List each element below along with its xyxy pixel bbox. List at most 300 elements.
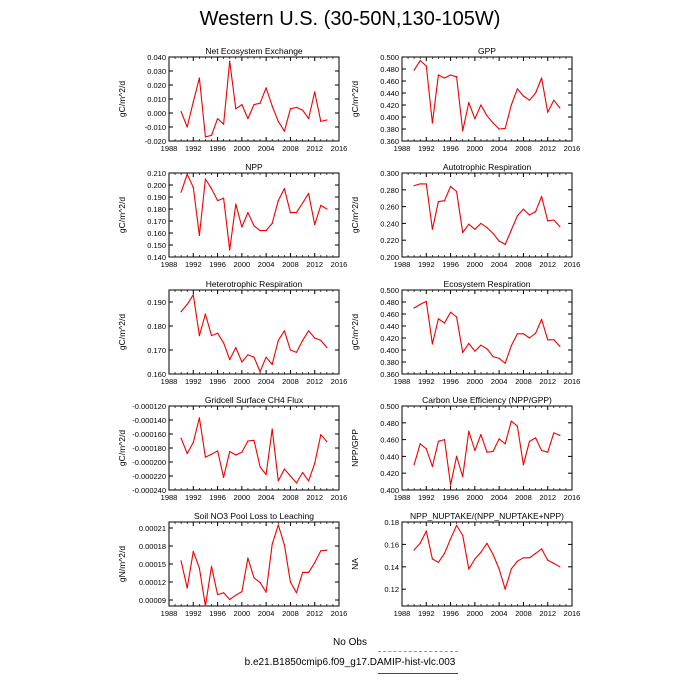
panel-7-xtick-label-5: 2008 <box>515 493 532 502</box>
panel-4-point-11 <box>247 354 248 355</box>
panel-3-xtick-label-2: 1996 <box>442 260 459 269</box>
panel-6-point-9 <box>235 454 236 455</box>
panel-4-point-15 <box>272 364 273 365</box>
panel-9-xtick-label-4: 2004 <box>490 609 508 618</box>
panel-4-point-12 <box>253 357 254 358</box>
panel-1-frame <box>402 57 572 141</box>
panel-7-ytick-label-3: 0.460 <box>380 435 399 445</box>
panel-6-ylabel: gC/m^2/d <box>117 429 127 467</box>
panel-8-xtick-label-5: 2008 <box>282 609 299 618</box>
panel-3-title: Autotrophic Respiration <box>442 162 532 172</box>
panel-4-xtick-label-5: 2008 <box>282 377 299 386</box>
panel-8-point-10 <box>241 591 242 592</box>
panel-5-ytick-label-4: 0.440 <box>380 322 399 331</box>
panel-9-point-22 <box>547 560 548 561</box>
panel-6-xtick-label-4: 2004 <box>257 493 275 502</box>
panel-5-ytick-label-5: 0.460 <box>380 310 399 319</box>
panel-2-point-7 <box>223 198 224 199</box>
panel-5-xtick-label-3: 2000 <box>466 377 484 386</box>
panel-0-xtick-label-5: 2008 <box>282 144 299 153</box>
panel-7-point-8 <box>462 476 463 477</box>
panel-5-xtick-label-4: 2004 <box>490 377 508 386</box>
panel-8-xtick-label-3: 2000 <box>233 609 251 618</box>
panel-8-point-9 <box>235 595 236 596</box>
panel-7-point-6 <box>450 484 451 485</box>
panel-0-xtick-label-6: 2012 <box>306 144 324 153</box>
panel-6-point-21 <box>308 480 309 481</box>
panel-4-xtick-label-1: 1992 <box>184 377 202 386</box>
panel-7-ytick-label-4: 0.480 <box>380 418 399 428</box>
panel-8-point-8 <box>229 599 230 600</box>
panel-0-point-1 <box>187 126 188 127</box>
panel-6-point-19 <box>296 482 297 483</box>
panel-8-point-14 <box>266 592 267 593</box>
panel-2-point-1 <box>187 174 188 175</box>
panel-7-point-12 <box>486 452 487 453</box>
panel-5-series-line <box>414 301 560 363</box>
panel-1-ytick-label-0: 0.360 <box>380 137 399 146</box>
panel-8-point-1 <box>187 587 188 588</box>
panel-8-xtick-label-4: 2004 <box>257 609 275 618</box>
panel-0-point-13 <box>260 103 261 104</box>
panel-2-frame <box>169 173 339 257</box>
panel-8-point-4 <box>205 605 206 606</box>
panel-1-point-7 <box>456 76 457 77</box>
panel-4-point-4 <box>205 313 206 314</box>
panel-6-point-17 <box>284 468 285 469</box>
panel-5-point-10 <box>474 351 475 352</box>
panel-1-ytick-label-6: 0.480 <box>380 65 399 74</box>
panel-5-point-3 <box>432 343 433 344</box>
panel-7-point-1 <box>420 443 421 444</box>
panel-5-point-23 <box>553 339 554 340</box>
panel-1-point-6 <box>450 74 451 75</box>
panel-5-point-15 <box>505 363 506 364</box>
panel-3-point-3 <box>432 229 433 230</box>
panel-2-point-3 <box>199 235 200 236</box>
panel-4-point-19 <box>296 352 297 353</box>
panel-5-point-9 <box>468 343 469 344</box>
panel-6-title: Gridcell Surface CH4 Flux <box>204 395 304 405</box>
panel-5-point-11 <box>480 345 481 346</box>
panel-4-xtick-label-2: 1996 <box>209 377 226 386</box>
panel-6-point-20 <box>302 472 303 473</box>
legend-model-label: b.e21.B1850cmip6.f09_g17.DAMIP-hist-vlc.003 <box>244 657 456 668</box>
panel-2-point-8 <box>229 249 230 250</box>
panel-5-point-5 <box>444 322 445 323</box>
panel-4-series-line <box>181 295 327 372</box>
panel-8-point-13 <box>260 582 261 583</box>
panel-5-point-18 <box>523 333 524 334</box>
panel-7-point-4 <box>438 441 439 442</box>
panel-0-point-18 <box>290 108 291 109</box>
panel-7-point-21 <box>541 450 542 451</box>
panel-6-ytick-label-5: -0.000140 <box>132 416 166 425</box>
panel-4-xtick-label-4: 2004 <box>257 377 275 386</box>
panel-0-point-10 <box>241 104 242 105</box>
panel-5-point-21 <box>541 319 542 320</box>
panel-1-point-2 <box>426 65 427 66</box>
panel-6-xtick-label-1: 1992 <box>184 493 202 502</box>
panel-9-ytick-label-0: 0.12 <box>384 585 399 595</box>
panel-9-point-17 <box>517 561 518 562</box>
panel-4-ytick-label-2: 0.180 <box>147 322 166 331</box>
panel-7-frame <box>402 406 572 490</box>
panel-2-point-13 <box>260 230 261 231</box>
panel-9-title: NPP_NUPTAKE/(NPP_NUPTAKE+NPP) <box>410 511 564 521</box>
panel-7-ytick-label-0: 0.400 <box>380 486 399 495</box>
panel-9-point-4 <box>438 562 439 563</box>
panel-0-point-20 <box>302 110 303 111</box>
panel-3-ytick-label-4: 0.280 <box>380 185 399 195</box>
panel-5-ytick-label-0: 0.360 <box>380 370 399 379</box>
panel-1-point-11 <box>480 104 481 105</box>
panel-0-ylabel: gC/m^2/d <box>117 80 127 118</box>
panel-4-point-3 <box>199 335 200 336</box>
panel-5-xtick-label-7: 2016 <box>563 377 581 386</box>
panel-7-point-20 <box>535 437 536 438</box>
panel-1-point-21 <box>541 77 542 78</box>
panel-4-ylabel: gC/m^2/d <box>117 313 127 351</box>
panel-0-point-16 <box>278 121 279 122</box>
panel-1-point-1 <box>420 60 421 61</box>
panel-6-point-8 <box>229 451 230 452</box>
panel-3-point-18 <box>523 209 524 210</box>
panel-1-point-4 <box>438 74 439 75</box>
panel-8-ytick-label-3: 0.00018 <box>138 542 166 551</box>
panel-1-xtick-label-2: 1996 <box>442 144 459 153</box>
panel-2-title: NPP <box>245 162 263 172</box>
panel-6-xtick-label-7: 2016 <box>330 493 348 502</box>
panel-9-point-15 <box>505 589 506 590</box>
panel-4-point-0 <box>181 311 182 312</box>
panel-1-ytick-label-2: 0.400 <box>380 113 399 122</box>
panel-3-xtick-label-4: 2004 <box>490 260 508 269</box>
panel-5-point-6 <box>450 312 451 313</box>
panel-0-point-6 <box>217 118 218 119</box>
panel-3-point-19 <box>529 214 530 215</box>
panel-2-xtick-label-4: 2004 <box>257 260 275 269</box>
panel-7-xtick-label-7: 2016 <box>563 493 581 502</box>
panel-8-point-15 <box>272 544 273 545</box>
panel-2-point-0 <box>181 192 182 193</box>
panel-9-xtick-label-6: 2012 <box>539 609 557 618</box>
panel-9-point-16 <box>511 568 512 569</box>
panel-0-xtick-label-1: 1992 <box>184 144 202 153</box>
panel-3-ytick-label-3: 0.260 <box>380 202 399 212</box>
panel-2-xtick-label-7: 2016 <box>330 260 348 269</box>
panel-3-point-0 <box>414 185 415 186</box>
panel-7-point-11 <box>480 434 481 435</box>
panel-2-point-16 <box>278 200 279 201</box>
panel-6-point-6 <box>217 450 218 451</box>
panel-2-ytick-label-6: 0.200 <box>147 181 166 190</box>
panel-4-point-1 <box>187 304 188 305</box>
panel-6-ytick-label-1: -0.000220 <box>132 472 166 481</box>
panel-2-ytick-label-4: 0.180 <box>147 205 166 214</box>
panel-8-xtick-label-0: 1988 <box>160 609 178 618</box>
panel-5-point-7 <box>456 316 457 317</box>
panel-1-xtick-label-3: 2000 <box>466 144 484 153</box>
panel-5-ylabel: gC/m^2/d <box>350 313 360 351</box>
panel-9-point-24 <box>559 566 560 567</box>
panel-2-xtick-label-3: 2000 <box>233 260 251 269</box>
panel-1-point-8 <box>462 130 463 131</box>
panel-6-point-15 <box>272 429 273 430</box>
panel-1-point-18 <box>523 95 524 96</box>
panel-8-xtick-label-7: 2016 <box>330 609 348 618</box>
panel-5-point-14 <box>499 358 500 359</box>
panel-6-xtick-label-5: 2008 <box>282 493 299 502</box>
panel-4-xtick-label-0: 1988 <box>160 377 178 386</box>
panel-2-ytick-label-1: 0.150 <box>147 241 166 250</box>
panel-5-ytick-label-7: 0.500 <box>380 286 399 295</box>
panel-1-point-5 <box>444 77 445 78</box>
panel-2-point-4 <box>205 178 206 179</box>
panel-0-point-7 <box>223 124 224 125</box>
panel-5-point-1 <box>420 304 421 305</box>
panel-0-ytick-label-1: -0.010 <box>144 123 166 132</box>
panel-2-xtick-label-5: 2008 <box>282 260 299 269</box>
panel-0-xtick-label-4: 2004 <box>257 144 275 153</box>
panel-3-point-4 <box>438 201 439 202</box>
panel-7-ytick-label-2: 0.440 <box>380 452 399 462</box>
panel-7-point-14 <box>499 438 500 439</box>
panel-0-point-12 <box>253 104 254 105</box>
panel-6-point-24 <box>326 441 327 442</box>
panel-2-point-23 <box>320 205 321 206</box>
panel-2-point-22 <box>314 224 315 225</box>
panel-8-xtick-label-1: 1992 <box>184 609 202 618</box>
panel-9-point-20 <box>535 553 536 554</box>
panel-5-point-4 <box>438 318 439 319</box>
panel-9-xtick-label-3: 2000 <box>466 609 484 618</box>
panel-2-point-24 <box>326 208 327 209</box>
panel-9-ytick-label-1: 0.14 <box>384 562 399 572</box>
panel-4-point-13 <box>260 371 261 372</box>
panel-9-point-5 <box>444 553 445 554</box>
panel-7-title: Carbon Use Efficiency (NPP/GPP) <box>422 395 552 405</box>
panel-4-point-22 <box>314 337 315 338</box>
panel-6-frame <box>169 406 339 490</box>
panel-8-point-18 <box>290 581 291 582</box>
panel-1-point-19 <box>529 100 530 101</box>
panel-7-ylabel: NPP/GPP <box>350 429 360 467</box>
panel-5-ytick-label-1: 0.380 <box>380 358 399 367</box>
panel-7-xtick-label-4: 2004 <box>490 493 508 502</box>
panel-2-series-line <box>181 174 327 250</box>
panel-2-point-6 <box>217 200 218 201</box>
legend-obs-label: No Obs <box>333 637 367 648</box>
panel-3-point-9 <box>468 224 469 225</box>
panel-1-xtick-label-4: 2004 <box>490 144 508 153</box>
panel-4-ytick-label-1: 0.170 <box>147 346 166 355</box>
panel-9-point-6 <box>450 538 451 539</box>
panel-8-point-0 <box>181 560 182 561</box>
panel-1-point-24 <box>559 107 560 108</box>
panel-9-point-12 <box>486 543 487 544</box>
panel-9-point-8 <box>462 535 463 536</box>
panel-0-ytick-label-6: 0.040 <box>147 53 166 62</box>
panel-1-ytick-label-4: 0.440 <box>380 89 399 98</box>
panel-6-ytick-label-0: -0.000240 <box>132 486 166 495</box>
panel-6-xtick-label-3: 2000 <box>233 493 251 502</box>
panel-3-point-5 <box>444 200 445 201</box>
panel-0-xtick-label-7: 2016 <box>330 144 348 153</box>
panel-7-ytick-label-5: 0.500 <box>380 402 399 411</box>
panel-9-xtick-label-1: 1992 <box>417 609 435 618</box>
panel-8-ytick-label-4: 0.00021 <box>138 524 166 533</box>
panel-1-point-16 <box>511 104 512 105</box>
panel-1-ylabel: gC/m^2/d <box>350 80 360 118</box>
panel-0-series-line <box>181 61 327 137</box>
panel-7-point-15 <box>505 443 506 444</box>
panel-0-point-4 <box>205 136 206 137</box>
panel-8-series-line <box>181 525 327 606</box>
panel-1-xtick-label-0: 1988 <box>393 144 411 153</box>
panel-2-ytick-label-5: 0.190 <box>147 193 166 202</box>
panel-0-point-17 <box>284 131 285 132</box>
panel-2-point-2 <box>193 187 194 188</box>
panel-1-point-22 <box>547 112 548 113</box>
panel-2-point-9 <box>235 204 236 205</box>
panel-9-xtick-label-7: 2016 <box>563 609 581 618</box>
panel-3-ytick-label-1: 0.220 <box>380 236 399 246</box>
panel-4-point-21 <box>308 330 309 331</box>
panel-8-ytick-label-0: 0.00009 <box>138 596 166 605</box>
panel-6-ytick-label-6: -0.000120 <box>132 402 166 411</box>
panel-4-xtick-label-3: 2000 <box>233 377 251 386</box>
panel-1-xtick-label-1: 1992 <box>417 144 435 153</box>
panel-9-point-10 <box>474 558 475 559</box>
panel-5-point-12 <box>486 348 487 349</box>
panel-0-point-15 <box>272 105 273 106</box>
panel-3-point-1 <box>420 183 421 184</box>
panel-9-point-23 <box>553 563 554 564</box>
panel-7-point-10 <box>474 450 475 451</box>
panel-2-point-5 <box>211 188 212 189</box>
panel-9-point-13 <box>493 554 494 555</box>
figure-title: Western U.S. (30-50N,130-105W) <box>199 8 501 30</box>
panel-3-point-23 <box>553 219 554 220</box>
panel-5-title: Ecosystem Respiration <box>443 279 531 289</box>
panel-6-point-16 <box>278 480 279 481</box>
panel-3-xtick-label-6: 2012 <box>539 260 557 269</box>
panel-5-xtick-label-5: 2008 <box>515 377 532 386</box>
panel-7-point-17 <box>517 426 518 427</box>
panel-0-point-24 <box>326 119 327 120</box>
panel-5-ytick-label-3: 0.420 <box>380 334 399 343</box>
panel-3-xtick-label-3: 2000 <box>466 260 484 269</box>
panel-8-point-24 <box>326 550 327 551</box>
panel-7-xtick-label-2: 1996 <box>442 493 459 502</box>
panel-0-xtick-label-3: 2000 <box>233 144 251 153</box>
panel-6-point-7 <box>223 477 224 478</box>
panel-3-point-14 <box>499 240 500 241</box>
panel-3-point-12 <box>486 227 487 228</box>
panel-8-point-20 <box>302 572 303 573</box>
panel-9-point-21 <box>541 548 542 549</box>
panel-2-point-11 <box>247 212 248 213</box>
panel-7-point-16 <box>511 421 512 422</box>
panel-4-point-7 <box>223 342 224 343</box>
panel-9-xtick-label-0: 1988 <box>393 609 411 618</box>
panel-2-xtick-label-2: 1996 <box>209 260 226 269</box>
panel-7-series-line <box>414 421 560 485</box>
panel-3-ylabel: gC/m^2/d <box>350 196 360 234</box>
panel-0-point-21 <box>308 118 309 119</box>
panel-3-point-10 <box>474 229 475 230</box>
panel-8-point-21 <box>308 572 309 573</box>
panel-9-point-11 <box>480 552 481 553</box>
panel-7-point-24 <box>559 435 560 436</box>
panel-4-xtick-label-7: 2016 <box>330 377 348 386</box>
panel-8-xtick-label-6: 2012 <box>306 609 324 618</box>
panel-6-point-3 <box>199 417 200 418</box>
panel-3-point-15 <box>505 244 506 245</box>
panel-6-point-11 <box>247 440 248 441</box>
panel-4-point-24 <box>326 347 327 348</box>
panel-2-ytick-label-7: 0.210 <box>147 169 166 178</box>
panel-0-point-5 <box>211 135 212 136</box>
panel-6-point-2 <box>193 442 194 443</box>
panel-7-xtick-label-1: 1992 <box>417 493 435 502</box>
panel-0-ytick-label-0: -0.020 <box>144 137 166 146</box>
panel-0-point-8 <box>229 61 230 62</box>
panel-1-xtick-label-7: 2016 <box>563 144 581 153</box>
panel-4-point-16 <box>278 340 279 341</box>
panel-6-point-5 <box>211 454 212 455</box>
panel-8-point-11 <box>247 557 248 558</box>
panel-3-ytick-label-2: 0.240 <box>380 219 399 229</box>
panel-3-xtick-label-0: 1988 <box>393 260 411 269</box>
panel-3-point-20 <box>535 211 536 212</box>
panel-6-point-18 <box>290 475 291 476</box>
panel-1-ytick-label-3: 0.420 <box>380 101 399 110</box>
panel-0-point-11 <box>247 118 248 119</box>
panel-7-point-5 <box>444 439 445 440</box>
panel-3-point-22 <box>547 220 548 221</box>
panel-7-point-3 <box>432 466 433 467</box>
panel-2-point-20 <box>302 202 303 203</box>
panel-6-point-1 <box>187 453 188 454</box>
panel-2-ytick-label-3: 0.170 <box>147 217 166 226</box>
panel-7-ytick-label-1: 0.420 <box>380 469 399 479</box>
panel-8-xtick-label-2: 1996 <box>209 609 226 618</box>
panel-0-ytick-label-2: 0.000 <box>147 109 166 118</box>
panel-8-point-16 <box>278 524 279 525</box>
panel-5-point-16 <box>511 345 512 346</box>
panel-1-point-12 <box>486 115 487 116</box>
panel-1-point-0 <box>414 70 415 71</box>
panel-4-ytick-label-3: 0.190 <box>147 298 166 307</box>
panel-1-title: GPP <box>478 46 496 56</box>
panel-5-point-17 <box>517 333 518 334</box>
legend-obs-line <box>378 651 458 652</box>
panel-2-xtick-label-6: 2012 <box>306 260 324 269</box>
panel-7-xtick-label-0: 1988 <box>393 493 411 502</box>
panel-9-point-14 <box>499 568 500 569</box>
panel-6-point-14 <box>266 474 267 475</box>
panel-6-point-10 <box>241 452 242 453</box>
panel-2-point-12 <box>253 225 254 226</box>
panel-4-point-14 <box>266 357 267 358</box>
panel-2-ylabel: gC/m^2/d <box>117 196 127 234</box>
panel-6-xtick-label-0: 1988 <box>160 493 178 502</box>
panel-5-point-22 <box>547 339 548 340</box>
panel-4-point-17 <box>284 330 285 331</box>
panel-5-xtick-label-1: 1992 <box>417 377 435 386</box>
